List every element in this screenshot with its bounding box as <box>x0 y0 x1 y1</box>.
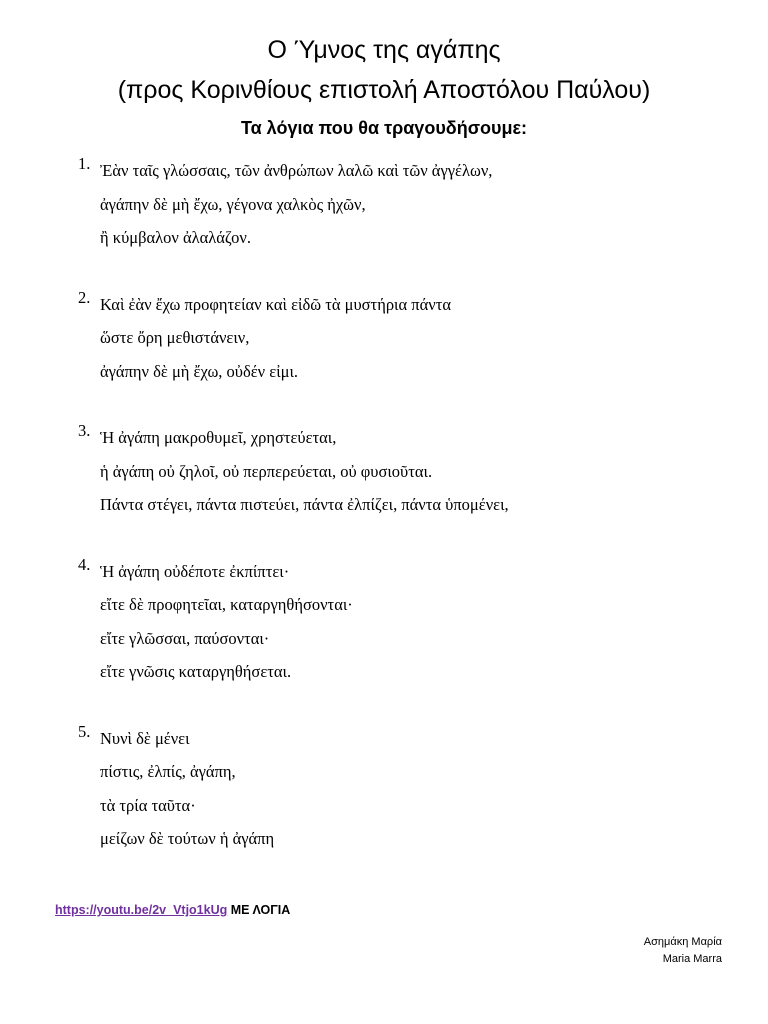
verse-line: Πάντα στέγει, πάντα πιστεύει, πάντα ἐλπίζει, πάντα ὑπομένει, <box>100 495 509 514</box>
verse-line: τὰ τρία ταῦτα· <box>100 795 196 815</box>
verse-line: ἀγάπην δὲ μὴ ἔχω, οὐδέν εἰμι. <box>100 361 299 381</box>
verses-list <box>78 154 718 889</box>
verse-line: Νυνὶ δὲ μένει <box>100 728 190 748</box>
stanza-number: 1. <box>78 154 91 173</box>
verse-line: ἀγάπην δὲ μὴ ἔχω, γέγονα χαλκὸς ἠχῶν, <box>100 194 366 214</box>
verse-line: ὥστε ὄρη μεθιστάνειν, <box>100 328 250 347</box>
verse-line: εἴτε δὲ προφητεῖαι, καταργηθήσονται· <box>100 595 353 614</box>
verse-line: Καὶ ἐὰν ἔχω προφητείαν καὶ εἰδῶ τὰ μυστήρια πάντα <box>100 294 451 314</box>
stanza-2 <box>78 288 718 389</box>
page-title: Ο Ύμνος της αγάπης <box>267 36 501 64</box>
verse-line: Ἐὰν ταῖς γλώσσαις, τῶν ἀνθρώπων λαλῶ καὶ τῶν ἀγγέλων, <box>100 161 493 180</box>
verse-line: μείζων δὲ τούτων ἡ ἀγάπη <box>100 829 275 848</box>
stanza-3 <box>78 421 718 522</box>
stanza-number: 2. <box>78 287 91 307</box>
stanza-5 <box>78 722 718 856</box>
verse-line: ἡ ἀγάπη οὐ ζηλοῖ, οὐ περπερεύεται, οὐ φυσιοῦται. <box>100 461 433 481</box>
verse-line: Ἡ ἀγάπη οὐδέποτε ἐκπίπτει· <box>100 561 290 581</box>
lyrics-heading: Τα λόγια που θα τραγουδήσουμε: <box>240 118 528 138</box>
verse-line: εἴτε γνῶσις καταργηθήσεται. <box>100 662 292 681</box>
author-name-greek: Ασημάκη Μαρία <box>643 936 722 948</box>
author-name-latin: Maria Marra <box>662 953 722 965</box>
verse-line: εἴτε γλῶσσαι, παύσονται· <box>100 628 270 648</box>
stanza-1 <box>78 154 718 255</box>
verse-line: Ἡ ἀγάπη μακροθυμεῖ, χρηστεύεται, <box>100 428 337 447</box>
stanza-number: 5. <box>78 721 91 741</box>
stanza-number: 4. <box>78 554 91 574</box>
verse-line: πίστις, ἐλπίς, ἀγάπη, <box>100 762 236 781</box>
stanza-4 <box>78 555 718 689</box>
video-link-row <box>55 903 290 917</box>
page-subtitle: (προς Κορινθίους επιστολή Αποστόλου Παύλου) <box>117 76 651 104</box>
youtube-link[interactable]: https://youtu.be/2v_Vtjo1kUg <box>55 903 228 917</box>
stanza-number: 3. <box>78 421 91 440</box>
verse-line: ἢ κύμβαλον ἀλαλάζον. <box>100 228 251 247</box>
link-suffix: ΜΕ ΛΟΓΙΑ <box>227 903 291 917</box>
